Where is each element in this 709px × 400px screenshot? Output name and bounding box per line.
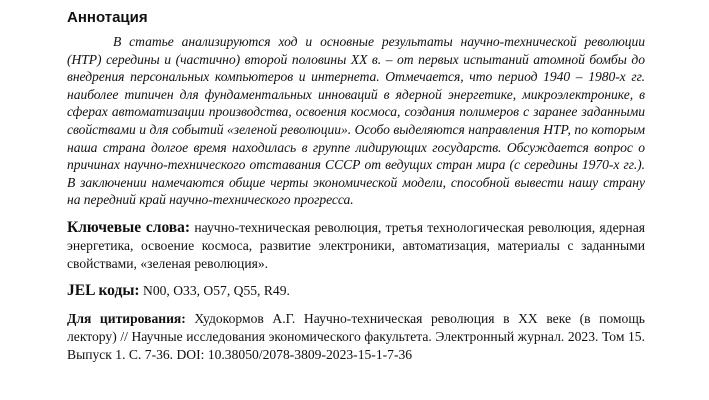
abstract-text: В статье анализируются ход и основные результаты научно-технической революции (НТР) середины и (частично) второй половины XX в. – от первых испытаний атомной бомбы до внедрения персональных компьютеров и интернета. Отмечается, что период 1940 – 1980-х гг. наиболее типичен для фундаментальных инноваций в ядерной энергетике, микроэлектронике, в сферах автоматизации производства, освоения космоса, создания полимеров с заранее заданными свойствами и для событий «зеленой революции». Особо выделяются направления НТР, по которым наша страна долгое время находилась в группе лидирующих государств. Обсуждается вопрос о причинах научно-технического отставания СССР от ведущих стран мира (с середины 1970-х гг.). В заключении намечаются общие черты экономической модели, способной вывести нашу страну на передний край научно-технического прогресса. xyxy=(67,34,645,208)
keywords-label: Ключевые слова: xyxy=(67,218,191,236)
citation-label: Для цитирования: xyxy=(67,310,186,326)
keywords-block xyxy=(67,219,645,273)
citation-text: Худокормов А.Г. Научно-техническая революция в XX веке (в помощь лектору) // Научные исследования экономического факультета. Электронный журнал. 2023. Том 15. Выпуск 1. С. 7-36. DOI: 10.38050/2078-3809-2023-15-1-7-36 xyxy=(67,310,646,362)
keywords-text: научно-техническая революция, третья технологическая революция, ядерная энергетика, освоение космоса, развитие электроники, автоматизация, материалы с заданными свойствами, «зеленая революция». xyxy=(67,219,645,271)
article-front-matter xyxy=(67,0,645,364)
citation-block xyxy=(67,310,645,364)
jel-block xyxy=(67,281,645,300)
jel-codes: N00, O33, O57, Q55, R49. xyxy=(143,282,290,298)
abstract-heading: Аннотация xyxy=(67,9,148,26)
jel-label: JEL коды: xyxy=(67,281,140,299)
